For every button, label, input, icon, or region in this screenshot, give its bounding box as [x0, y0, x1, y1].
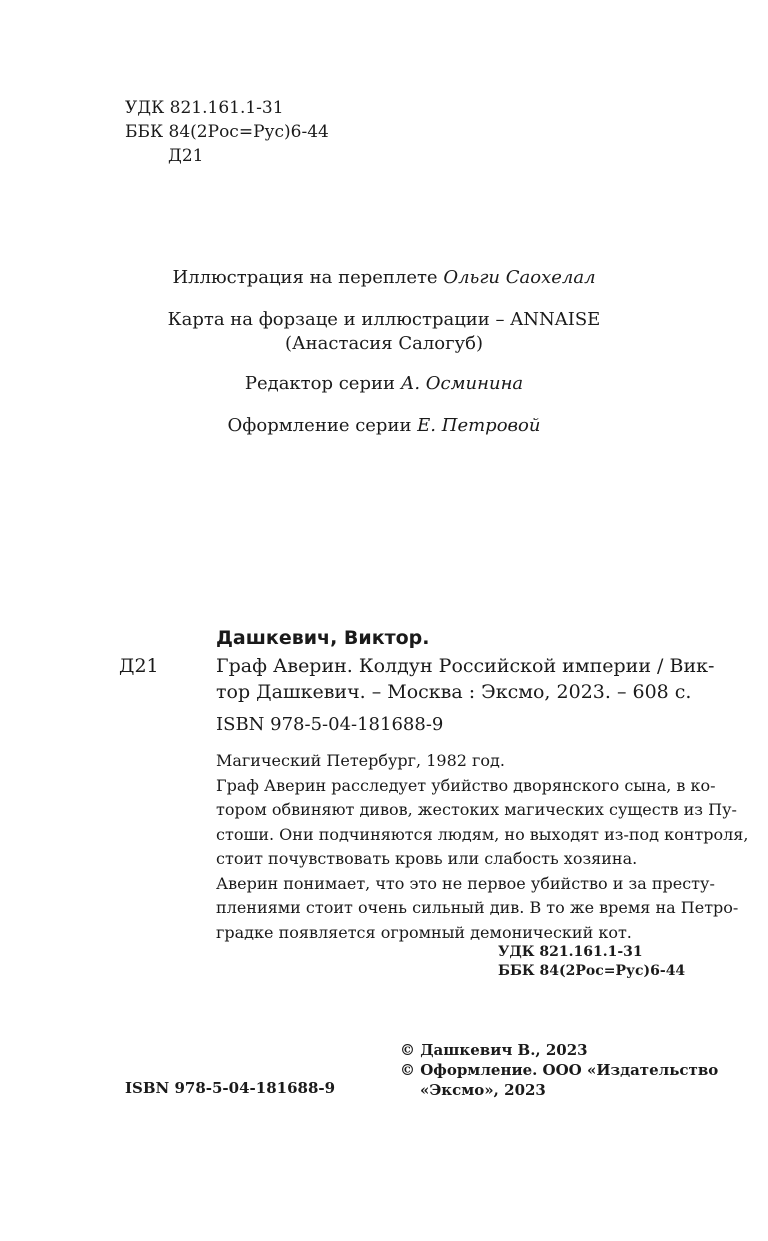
annotation-line: Аверин понимает, что это не первое убийство и за престу-: [216, 873, 715, 893]
bibliographic-isbn: ISBN 978-5-04-181688-9: [216, 714, 444, 735]
annotation-line: Граф Аверин расследует убийство дворянского сына, в ко-: [216, 775, 716, 795]
annotation-line: Магический Петербург, 1982 год.: [216, 751, 505, 770]
credit-name: Е. Петровой: [417, 415, 541, 436]
copyright-block: [400, 1040, 718, 1100]
annotation-line: стоши. Они подчиняются людям, но выходят из-под контроля,: [216, 824, 749, 844]
annotation-line: плениями стоит очень сильный див. В то же время на Петро-: [216, 898, 739, 917]
udk-code: УДК 821.161.1-31: [125, 98, 284, 118]
bibliographic-author-mark: Д21: [119, 655, 159, 677]
copyright-author: © Дашкевич В., 2023: [400, 1041, 588, 1059]
credit-map-illustrations: [0, 308, 768, 356]
credit-role: Оформление серии: [227, 415, 418, 436]
credit-line: Карта на форзаце и иллюстрации – ANNAISE: [167, 309, 601, 330]
bibliographic-author: Дашкевич, Виктор.: [216, 627, 430, 649]
udk-code: УДК 821.161.1-31: [498, 944, 643, 960]
annotation-line: стоит почувствовать кровь или слабость хозяина.: [216, 849, 638, 868]
annotation-line: градке появляется огромный демонический кот.: [216, 922, 632, 942]
credit-name: Ольги Саохелал: [443, 267, 596, 288]
credit-role: Иллюстрация на переплете: [172, 267, 444, 288]
description-line: Граф Аверин. Колдун Российской империи / Вик-: [216, 655, 715, 677]
copyright-design: © Оформление. ООО «Издательство: [400, 1061, 719, 1079]
classification-codes-bottom: [498, 943, 685, 981]
author-mark: Д21: [168, 146, 204, 166]
isbn-bottom: ISBN 978-5-04-181688-9: [125, 1079, 336, 1097]
credit-cover-illustration: [0, 266, 768, 290]
annotation-line: тором обвиняют дивов, жестоких магических существ из Пу-: [216, 800, 737, 819]
credit-line: (Анастасия Салогуб): [285, 333, 483, 354]
classification-codes-top: [125, 96, 329, 168]
credit-name: А. Осминина: [400, 373, 524, 394]
credit-role: Редактор серии: [244, 373, 401, 394]
description-line: тор Дашкевич. – Москва : Эксмо, 2023. – 608 с.: [216, 681, 692, 703]
credit-series-editor: [0, 372, 768, 396]
annotation: [216, 749, 749, 945]
bbk-code: ББК 84(2Рос=Рус)6-44: [125, 122, 329, 142]
bibliographic-description: [216, 653, 715, 705]
bbk-code: ББК 84(2Рос=Рус)6-44: [498, 963, 686, 979]
copyright-design-cont: «Эксмо», 2023: [420, 1081, 546, 1099]
credits-block: [0, 266, 768, 456]
credit-series-design: [0, 414, 768, 438]
